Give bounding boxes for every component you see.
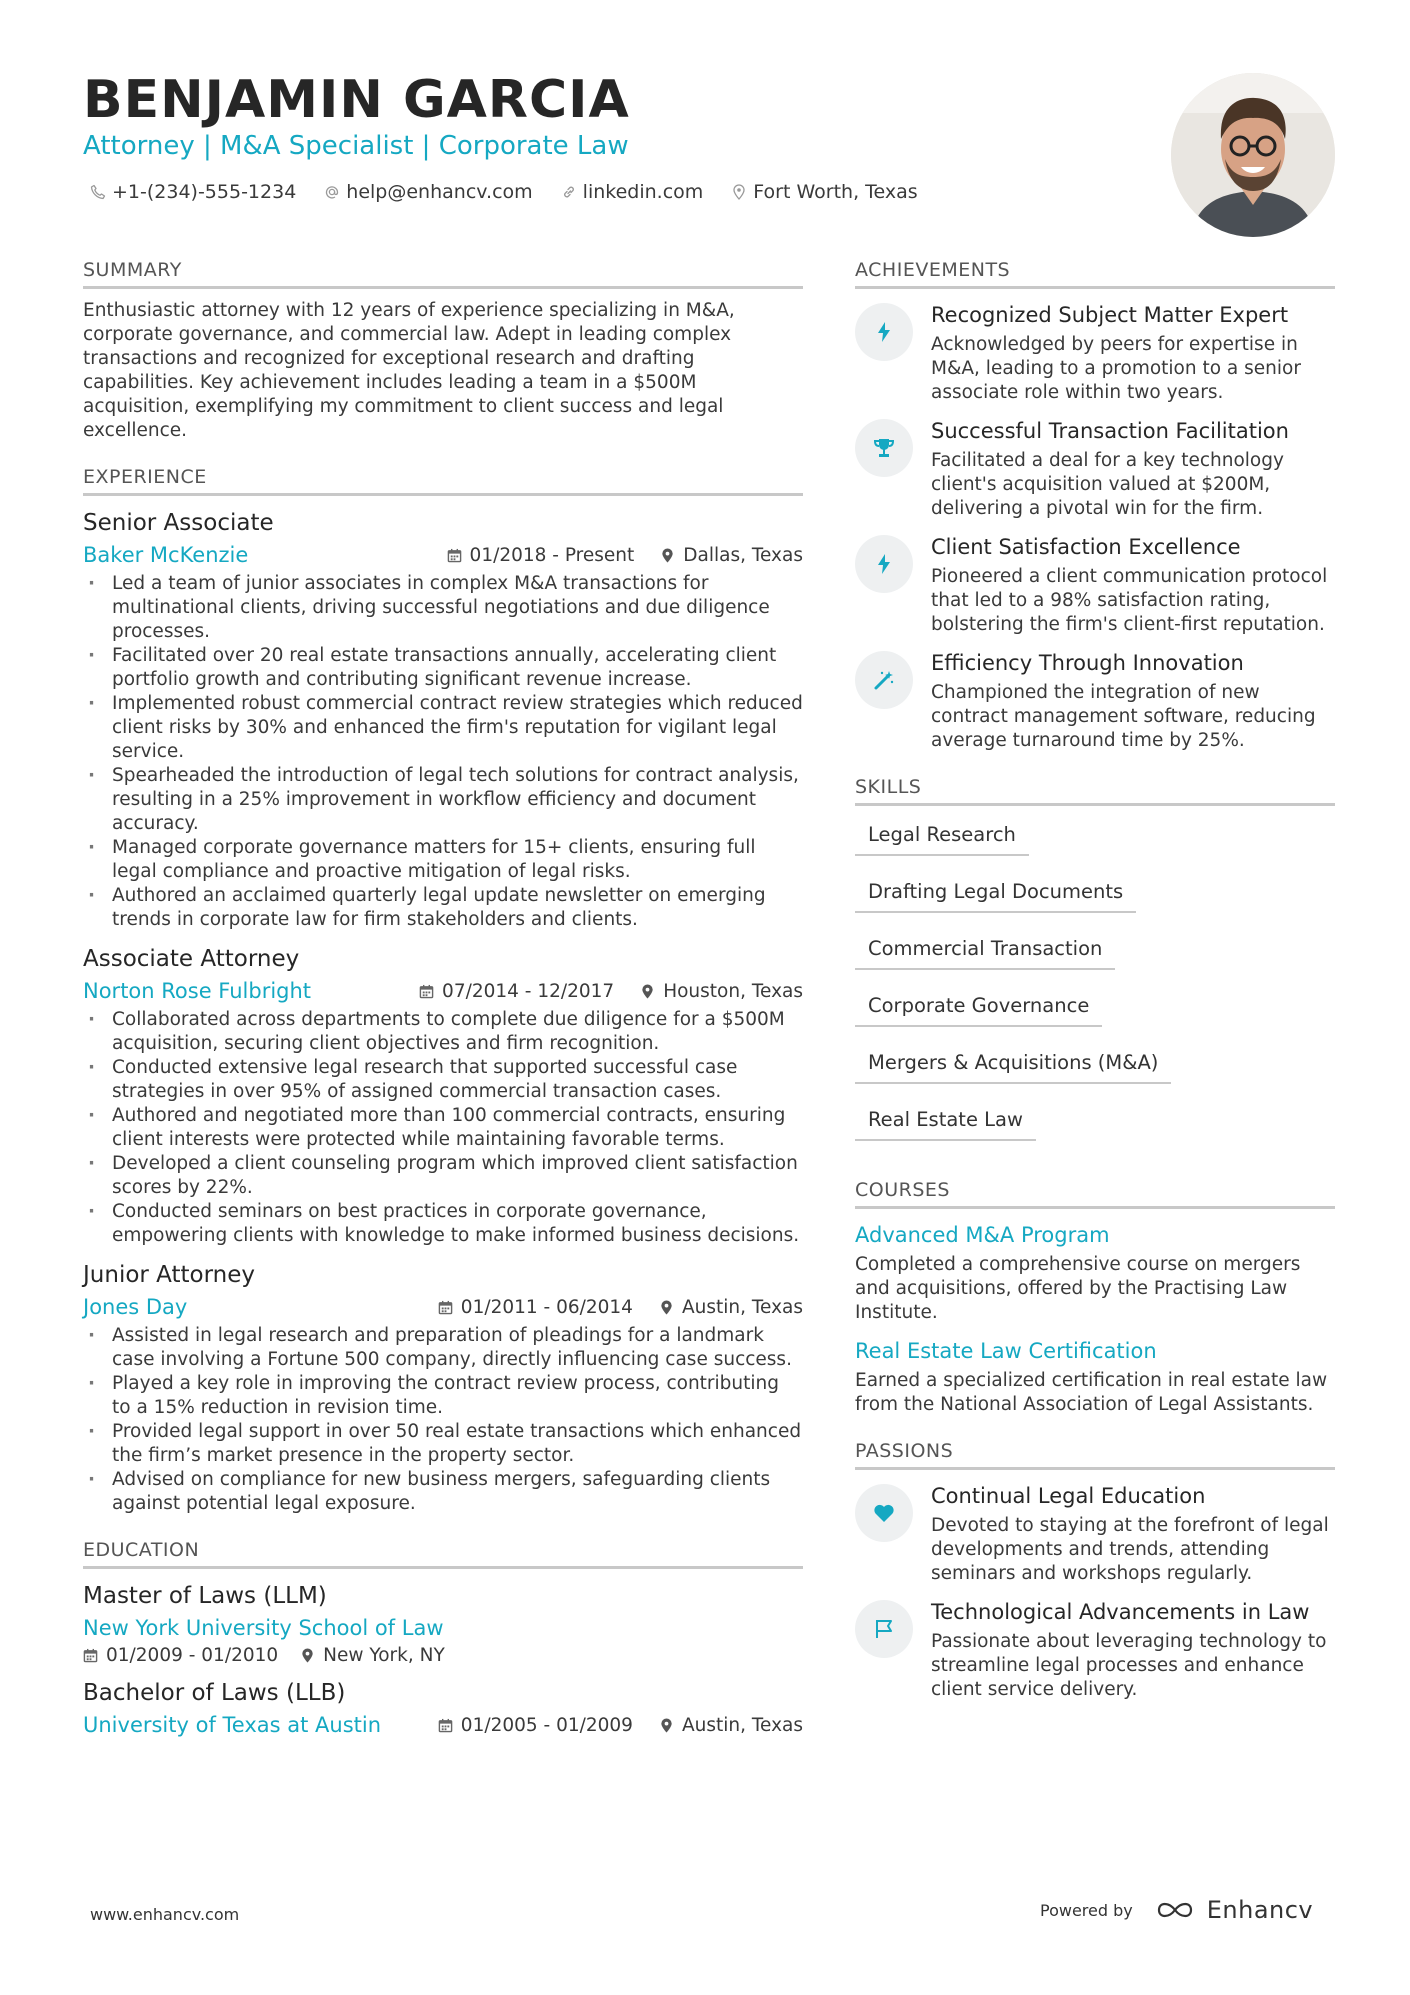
linkedin-text: linkedin.com: [582, 181, 704, 203]
section-title-courses: COURSES: [855, 1178, 1335, 1209]
calendar-icon: [438, 1718, 453, 1733]
heart-icon: [855, 1484, 913, 1542]
course-title: Advanced M&A Program: [855, 1223, 1110, 1247]
company-name: Norton Rose Fulbright: [83, 979, 312, 1003]
job-title: Associate Attorney: [83, 946, 300, 972]
experience-item: [83, 944, 803, 1248]
contact-linkedin[interactable]: [561, 178, 704, 206]
education-dates: [438, 1715, 633, 1736]
education-location: [659, 1715, 803, 1736]
contact-location: [731, 178, 917, 206]
job-dates-text: 01/2018 - Present: [469, 544, 635, 566]
footer-branding[interactable]: [1040, 1896, 1313, 1924]
section-title-passions: PASSIONS: [855, 1439, 1335, 1470]
job-dates: [447, 545, 635, 566]
skill-tag: Corporate Governance: [855, 987, 1102, 1027]
phone-text: +1-(234)-555-1234: [112, 181, 297, 203]
section-title-experience: EXPERIENCE: [83, 465, 803, 496]
job-bullets: [83, 1324, 803, 1516]
bolt-icon: [855, 303, 913, 361]
degree-title: Bachelor of Laws (LLB): [83, 1680, 346, 1706]
contact-phone[interactable]: [90, 178, 296, 206]
experience-item: [83, 1260, 803, 1516]
bullet-item: · Managed corporate governance matters for 15+ clients, ensuring full legal compliance and proactive mitigation of legal risks.: [83, 836, 803, 884]
calendar-icon: [438, 1300, 453, 1315]
location-pin-icon: [659, 1300, 674, 1315]
course-item: [855, 1337, 1335, 1417]
section-title-summary: SUMMARY: [83, 258, 803, 289]
flag-icon: [855, 1600, 913, 1658]
bullet-item: · Played a key role in improving the contract review process, contributing to a 15% reduction in revision time.: [83, 1372, 803, 1420]
candidate-name: BENJAMIN GARCIA: [83, 70, 630, 130]
section-title-education: EDUCATION: [83, 1538, 803, 1569]
skill-tag: Mergers & Acquisitions (M&A): [855, 1044, 1171, 1084]
section-title-achievements: ACHIEVEMENTS: [855, 258, 1335, 289]
degree-title: Master of Laws (LLM): [83, 1583, 327, 1609]
bullet-item: · Provided legal support in over 50 real estate transactions which enhanced the firm’s market presence in the property sector.: [83, 1420, 803, 1468]
location-pin-icon: [640, 984, 655, 999]
bullet-item: · Authored an acclaimed quarterly legal update newsletter on emerging trends in corporate law for firm stakeholders and clients.: [83, 884, 803, 932]
bullet-item: · Developed a client counseling program which improved client satisfaction scores by 22%.: [83, 1152, 803, 1200]
passion-title: Technological Advancements in Law: [931, 1600, 1310, 1624]
magic-wand-icon: [855, 651, 913, 709]
education-location-text: New York, NY: [323, 1645, 445, 1666]
education-dates-text: 01/2005 - 01/2009: [460, 1714, 633, 1736]
bullet-item: · Spearheaded the introduction of legal tech solutions for contract analysis, resulting in a 25% improvement in workflow efficiency and document accuracy.: [83, 764, 803, 836]
job-bullets: [83, 1008, 803, 1248]
bolt-icon: [855, 535, 913, 593]
profile-photo: [1171, 73, 1335, 237]
achievement-item: [855, 649, 1335, 753]
bullet-item: · Advised on compliance for new business mergers, safeguarding clients against potential legal exposure.: [83, 1468, 803, 1516]
bullet-item: · Authored and negotiated more than 100 commercial contracts, ensuring client interests were protected while maintaining favorable terms.: [83, 1104, 803, 1152]
bullet-item: · Collaborated across departments to complete due diligence for a $500M acquisition, securing client objectives and firm recognition.: [83, 1008, 803, 1056]
at-icon: [324, 184, 340, 200]
right-column: [855, 258, 1335, 1702]
education-dates-text: 01/2009 - 01/2010: [106, 1645, 279, 1666]
school-name: New York University School of Law: [83, 1616, 444, 1640]
education-dates: [83, 1645, 278, 1666]
trophy-icon: [855, 419, 913, 477]
achievement-item: [855, 301, 1335, 405]
bullet-item: · Implemented robust commercial contract review strategies which reduced client risks by 30% and enhanced the firm's reputation for vigilant legal service.: [83, 692, 803, 764]
section-title-skills: SKILLS: [855, 775, 1335, 806]
education-item: [83, 1678, 803, 1739]
course-desc: Completed a comprehensive course on mergers and acquisitions, offered by the Practising Law Institute.: [855, 1254, 1301, 1323]
job-location: [659, 1297, 803, 1318]
footer-website[interactable]: www.enhancv.com: [90, 1905, 240, 1924]
passion-item: [855, 1598, 1335, 1702]
experience-item: [83, 508, 803, 932]
education-item: [83, 1581, 803, 1666]
achievement-title: Successful Transaction Facilitation: [931, 419, 1289, 443]
skill-tag: Legal Research: [855, 816, 1029, 856]
bullet-item: · Conducted extensive legal research that supported successful case strategies in over 95% of assigned commercial transaction cases.: [83, 1056, 803, 1104]
passions-section: [855, 1439, 1335, 1702]
job-location-text: Dallas, Texas: [683, 544, 803, 566]
courses-section: [855, 1178, 1335, 1417]
course-item: [855, 1221, 1335, 1325]
education-section: [83, 1538, 803, 1739]
company-name: Baker McKenzie: [83, 543, 249, 567]
job-title: Junior Attorney: [83, 1262, 255, 1288]
calendar-icon: [447, 548, 462, 563]
achievement-desc: Championed the integration of new contract management software, reducing average turnaround time by 25%.: [931, 682, 1316, 751]
location-pin-icon: [660, 548, 675, 563]
job-dates: [438, 1297, 633, 1318]
course-title: Real Estate Law Certification: [855, 1339, 1157, 1363]
skill-tag: Drafting Legal Documents: [855, 873, 1136, 913]
summary-section: [83, 258, 803, 443]
achievement-title: Client Satisfaction Excellence: [931, 535, 1241, 559]
skill-tag: Real Estate Law: [855, 1101, 1036, 1141]
bullet-item: · Led a team of junior associates in complex M&A transactions for multinational clients, driving successful negotiations and due diligence processes.: [83, 572, 803, 644]
passion-item: [855, 1482, 1335, 1586]
summary-text: Enthusiastic attorney with 12 years of experience specializing in M&A, corporate governance, and commercial law. Adept in leading complex transactions and recognized for exceptional research and drafting capabilities. Key achievement includes leading a team in a $500M acquisition, exemplifying my commitment to client success and legal excellence.: [83, 300, 735, 441]
job-title: Senior Associate: [83, 510, 274, 536]
passion-title: Continual Legal Education: [931, 1484, 1206, 1508]
skill-tag: Commercial Transaction: [855, 930, 1115, 970]
job-location: [640, 981, 803, 1002]
bullet-item: · Assisted in legal research and preparation of pleadings for a landmark case involving a Fortune 500 company, directly influencing case success.: [83, 1324, 803, 1372]
achievement-desc: Acknowledged by peers for expertise in M&A, leading to a promotion to a senior associate role within two years.: [931, 334, 1301, 403]
job-location-text: Austin, Texas: [681, 1296, 803, 1318]
link-icon: [561, 184, 577, 200]
contact-email[interactable]: [324, 178, 532, 206]
skills-section: [855, 775, 1335, 1158]
school-name: University of Texas at Austin: [83, 1713, 382, 1737]
location-pin-icon: [300, 1648, 315, 1663]
achievement-desc: Facilitated a deal for a key technology client's acquisition valued at $200M, delivering a pivotal win for the firm.: [931, 450, 1284, 519]
powered-by-label: Powered by: [1040, 1900, 1133, 1920]
achievement-title: Efficiency Through Innovation: [931, 651, 1244, 675]
calendar-icon: [83, 1648, 98, 1663]
job-dates-text: 01/2011 - 06/2014: [460, 1296, 633, 1318]
location-text: Fort Worth, Texas: [753, 181, 918, 203]
brand-name: Enhancv: [1206, 1896, 1314, 1924]
candidate-subtitle: Attorney | M&A Specialist | Corporate Law: [83, 131, 629, 161]
passion-desc: Devoted to staying at the forefront of legal developments and trends, attending seminars and workshops regularly.: [931, 1515, 1329, 1584]
job-bullets: [83, 572, 803, 932]
passion-desc: Passionate about leveraging technology to streamline legal processes and enhance client service delivery.: [931, 1631, 1327, 1700]
location-pin-icon: [659, 1718, 674, 1733]
profile-avatar-illustration: [1171, 73, 1335, 237]
job-location: [660, 545, 803, 566]
achievement-item: [855, 417, 1335, 521]
job-dates: [419, 981, 614, 1002]
left-column: [83, 258, 803, 1739]
enhancv-logo-icon: [1155, 1898, 1199, 1922]
achievement-item: [855, 533, 1335, 637]
location-pin-icon: [731, 184, 747, 200]
contact-bar: [90, 178, 946, 206]
achievements-section: [855, 258, 1335, 753]
bullet-item: · Facilitated over 20 real estate transactions annually, accelerating client portfolio growth and contributing significant revenue increase.: [83, 644, 803, 692]
email-text: help@enhancv.com: [346, 181, 533, 203]
company-name: Jones Day: [83, 1295, 188, 1319]
experience-section: [83, 465, 803, 1516]
job-location-text: Houston, Texas: [663, 980, 803, 1002]
calendar-icon: [419, 984, 434, 999]
achievement-desc: Pioneered a client communication protocol that led to a 98% satisfaction rating, bolstering the firm's client-first reputation.: [931, 566, 1328, 635]
education-location: [300, 1645, 445, 1666]
job-dates-text: 07/2014 - 12/2017: [442, 980, 615, 1002]
bullet-item: · Conducted seminars on best practices in corporate governance, empowering clients with knowledge to make informed business decisions.: [83, 1200, 803, 1248]
course-desc: Earned a specialized certification in real estate law from the National Association of Legal Assistants.: [855, 1370, 1328, 1415]
education-location-text: Austin, Texas: [681, 1714, 803, 1736]
achievement-title: Recognized Subject Matter Expert: [931, 303, 1289, 327]
phone-icon: [90, 184, 106, 200]
